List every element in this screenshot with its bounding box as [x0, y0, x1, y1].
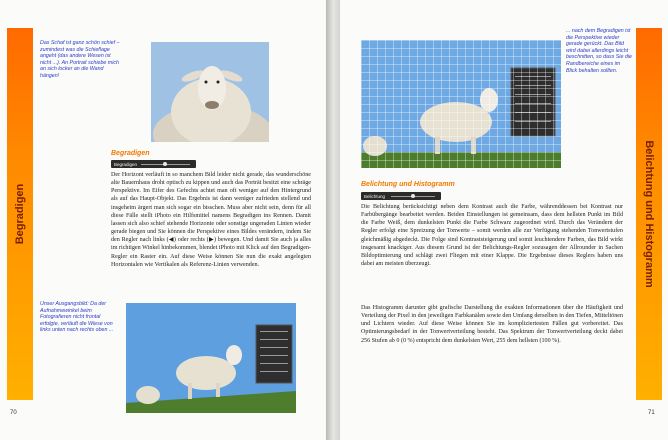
- chapter-tab-left: [7, 28, 33, 400]
- page-number-left: 70: [10, 410, 17, 416]
- slider-knob[interactable]: [163, 162, 167, 166]
- sheep-straightened-photo: [361, 40, 561, 168]
- section-heading-begradigen: Begradigen: [111, 150, 150, 157]
- sheep-tilted-photo: [126, 303, 296, 413]
- straighten-slider[interactable]: [111, 160, 196, 168]
- sheep-closeup-photo: [151, 42, 269, 142]
- slider-knob[interactable]: [411, 194, 415, 198]
- section-heading-belichtung: Belichtung und Histogramm: [361, 181, 455, 188]
- chapter-tab-right: [636, 28, 662, 400]
- body-paragraph-right-2: Das Histogramm darunter gibt grafische Darstellung die exakten Informationen über die Häufigkeit und Verteilung der Pixel in den jeweiligen Farbkanälen sowie den Umfang derselben in den Tiefen, Mitteltönen und Lichtern wieder. Auf diese Weise können Sie im kompliziertesten Fällen gut vorbereitet. Das Optimierungsbedarf in der Tonwertverteilung besteht. Das Spektrum der Tonwertverteilung deckt dabei 256 Stufen ab 0 (0 %) entspricht dem dunkelsten Wert, 255 dem hellsten (100 %).: [361, 305, 623, 344]
- caption-top-left: Das Schaf ist ganz schön schief – zumindest was die Schieflage angeht (das andere Wesen ist nicht ...). An Portrait schiebe mich an sich locker an die Wand hängen!: [40, 40, 120, 79]
- sheep-tilted-illustration: [126, 303, 296, 413]
- sheep-closeup-illustration: [151, 42, 269, 142]
- caption-top-right: ... nach dem Begradigen ist die Perspektive wieder gerade gerückt. Das Bild wird dabei allerdings leicht beschnitten, so dass Sie die Randbereiche eines im Blick behalten sollten.: [566, 28, 632, 74]
- left-page: [0, 0, 328, 440]
- chapter-tab-title: Begradigen: [14, 183, 26, 245]
- exposure-slider-label: Belichtung: [364, 193, 386, 199]
- page-number-right: 71: [648, 410, 655, 416]
- straighten-slider-label: Begradigen: [114, 161, 138, 167]
- exposure-slider[interactable]: [361, 192, 441, 200]
- right-page: [340, 0, 668, 440]
- caption-bottom-left: Unser Ausgangsbild: Da der Aufnahmewinkel beim Fotografieren nicht frontal erfolgte, verläuft die Wiese von links unten nach rechts oben ...: [40, 301, 114, 334]
- body-paragraph-left: Der Horizont verläuft in so manchem Bild leider nicht gerade, das wunderschöne alte Bauernhaus droht optisch zu kippen und auch das Porträt besitzt eine schräge Perspektive. Im Eifer des Gefechts achtet man oft weniger auf den Hintergrund als auf das Haupt-Objekt. Das Ergebnis ist dann weniger zufrieden stellend und insgeheim ärgert man sich sogar ein bisschen. Muss aber nicht sein, denn für all diese Fälle stellt iPhoto ein Hilfsmittel namens Begradigen ins Rennen. Damit lassen sich also schief stehende Horizonte oder sonstige ungeraden Linien wieder gerade biegen und Sie können die Perspektive eines Bildes verändern, indem Sie den Regler nach links (◀) oder rechts (▶) bewegen. Und damit Sie auch ja alles im richtigen Winkel hinbekommen, blendet iPhoto mit Klick auf den Begradigen-Regler ein Raster ein. Auf diese Weise können Sie nun die exakt angelegten Horizontalen wie Vertikalen als Referenz-Linien verwenden.: [111, 172, 311, 268]
- body-paragraph-right-1: Die Belichtung berücksichtigt neben dem Kontrast auch die Farbe, währenddessen bei Kontrast nur Farbübergänge bearbeitet werden. Beiden Einstellungen ist gemeinsam, dass dem hellsten Punkt im Bild die Farbe Weiß, dem dunkelsten Punkt die Farbe Schwarz zugeordnet wird. Durch das Verändern der Regler erfolgt eine Spreizung der Tonwerte – somit werden alle zur Verfügung stehenden Tonwertstufen gleichmäßig abgedeckt. Die Folge sind Kontraststeigerung und somit leuchtendere Farben, das Bild wirkt insgesamt knackiger. Aus diesem Grund ist der Belichtungs-Regler sozusagen der Allrounder in Sachen Bildoptimierung und schlägt zwei Fliegen mit einer Klappe. Die Ergebnisse dieses Reglers haben uns dabei am meisten überzeugt.: [361, 204, 623, 268]
- chapter-tab-title-right: Belichtung und Histogramm: [643, 140, 655, 288]
- straighten-grid-overlay: [361, 40, 561, 168]
